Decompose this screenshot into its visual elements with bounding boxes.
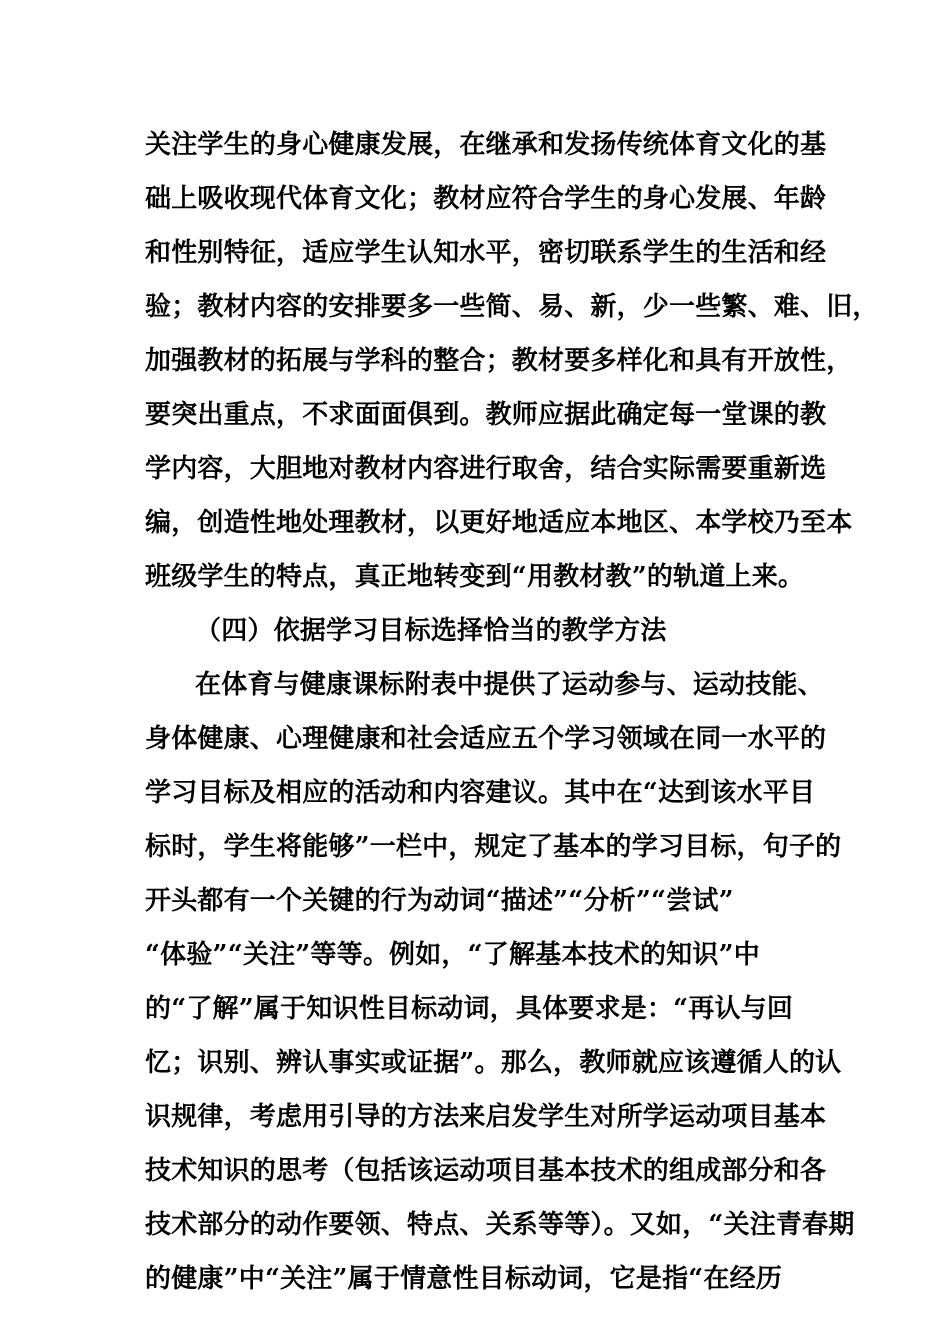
paragraph-line: 和性别特征，适应学生认知水平，密切联系学生的生活和经 <box>145 238 827 268</box>
paragraph-line: 验；教材内容的安排要多一些简、易、新，少一些繁、难、旧， <box>145 292 879 322</box>
paragraph-line: 关注学生的身心健康发展，在继承和发扬传统体育文化的基 <box>145 130 827 160</box>
paragraph-line: 开头都有一个关键的行为动词“描述”“分析”“尝试” <box>145 886 734 916</box>
paragraph-line: 识规律，考虑用引导的方法来启发学生对所学运动项目基本 <box>145 1102 827 1132</box>
paragraph-line: 的“了解”属于知识性目标动词，具体要求是：“再认与回 <box>145 994 794 1024</box>
paragraph-line: 础上吸收现代体育文化；教材应符合学生的身心发展、年龄 <box>145 184 827 214</box>
paragraph-line: 要突出重点，不求面面俱到。教师应据此确定每一堂课的教 <box>145 400 827 430</box>
paragraph-line: 加强教材的拓展与学科的整合；教材要多样化和具有开放性， <box>145 346 853 376</box>
paragraph-line: 技术知识的思考（包括该运动项目基本技术的组成部分和各 <box>145 1156 827 1186</box>
paragraph-line: 在体育与健康课标附表中提供了运动参与、运动技能、 <box>195 670 824 700</box>
paragraph-line: 忆；识别、辨认事实或证据”。那么，教师就应该遵循人的认 <box>145 1048 842 1078</box>
paragraph-line: 编，创造性地处理教材，以更好地适应本地区、本学校乃至本 <box>145 508 853 538</box>
section-heading: （四）依据学习目标选择恰当的教学方法 <box>195 616 667 646</box>
paragraph-line: 身体健康、心理健康和社会适应五个学习领域在同一水平的 <box>145 724 827 754</box>
paragraph-line: 班级学生的特点，真正地转变到“用教材教”的轨道上来。 <box>145 562 805 592</box>
paragraph-line: 学习目标及相应的活动和内容建议。其中在“达到该水平目 <box>145 778 816 808</box>
paragraph-line: 的健康”中“关注”属于情意性目标动词，它是指“在经历 <box>145 1264 783 1294</box>
paragraph-line: 技术部分的动作要领、特点、关系等等）。又如，“关注青春期 <box>145 1210 855 1240</box>
paragraph-line: “体验”“关注”等等。例如，“了解基本技术的知识”中 <box>145 940 760 970</box>
paragraph-line: 学内容，大胆地对教材内容进行取舍，结合实际需要重新选 <box>145 454 827 484</box>
paragraph-line: 标时，学生将能够”一栏中，规定了基本的学习目标，句子的 <box>145 832 842 862</box>
